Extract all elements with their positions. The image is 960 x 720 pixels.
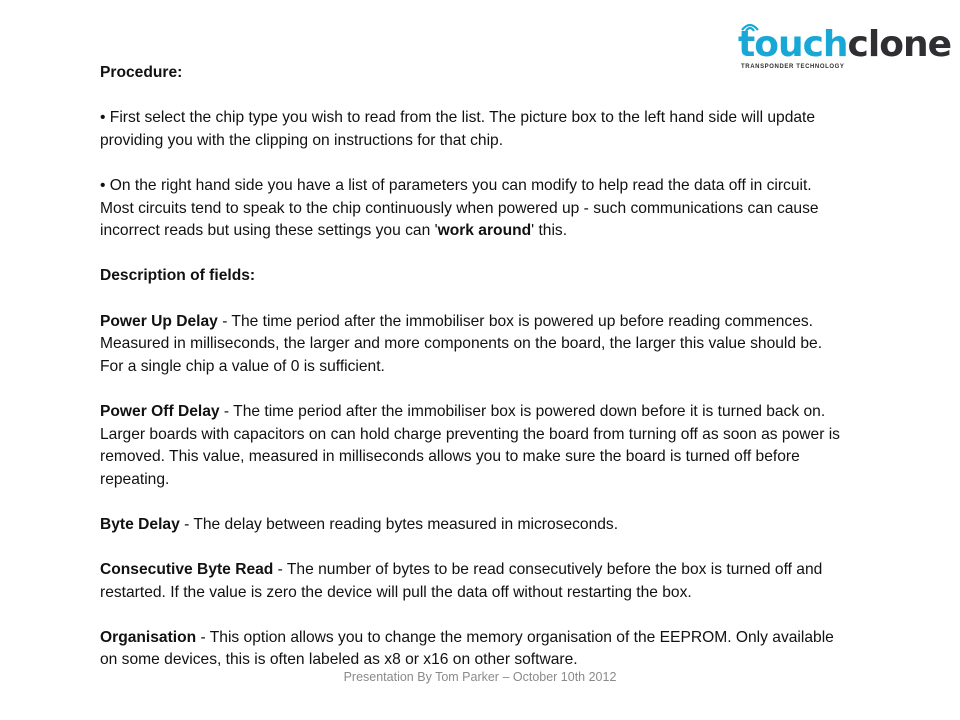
field-description: - The time period after the immobiliser box is powered down before it is turned back on. Larger boards with capacitors on can hold charge preventing the board from turning off as soon as power is removed. This value, measured in milliseconds allows you to make sure the board is turned off before repeating. bbox=[100, 402, 840, 488]
field-term: Power Up Delay bbox=[100, 312, 218, 330]
work-around-emphasis: work around bbox=[437, 222, 532, 240]
field-term: Byte Delay bbox=[100, 515, 180, 533]
procedure-bullet-2-before: On the right hand side you have a list of parameters you can modify to help read the data off in circuit. Most circuits tend to speak to the chip continuously when powered up - such communications can cause incorrect reads but using these settings you can ' bbox=[100, 176, 819, 240]
field-description: - This option allows you to change the memory organisation of the EEPROM. Only available on some devices, this is often labeled as x8 or x16 on other software. bbox=[100, 628, 834, 669]
field-description: - The time period after the immobiliser box is powered up before reading commences. Measured in milliseconds, the larger and more components on the board, the larger this value should be. For a single chip a value of 0 is sufficient. bbox=[100, 312, 823, 375]
field-term: Power Off Delay bbox=[100, 402, 220, 420]
fields-heading: Description of fields: bbox=[100, 267, 256, 285]
field-byte-delay bbox=[100, 514, 840, 537]
field-term: Organisation bbox=[100, 628, 197, 646]
field-organisation bbox=[100, 627, 840, 672]
logo-word-clone: clone bbox=[847, 24, 952, 65]
field-power-up-delay bbox=[100, 311, 840, 379]
slide-body bbox=[100, 62, 840, 672]
logo-wordmark bbox=[738, 26, 951, 64]
procedure-bullet-2: • On the right hand side you have a list of parameters you can modify to help read the data off in circuit. Most circuits tend to speak to the chip continuously when powered up - such communications can cause incorrect reads but using these settings you can 'work around' this. bbox=[100, 176, 819, 240]
procedure-bullet-1-text: First select the chip type you wish to read from the list. The picture box to the left hand side will update providing you with the clipping on instructions for that chip. bbox=[100, 109, 816, 149]
procedure-bullet-1: • First select the chip type you wish to read from the list. The picture box to the left hand side will update providing you with the clipping on instructions for that chip. bbox=[100, 109, 816, 149]
field-power-off-delay bbox=[100, 401, 840, 491]
presentation-footer: Presentation By Tom Parker – October 10th 2012 bbox=[343, 670, 617, 684]
procedure-bullet-2-after: ' this. bbox=[531, 222, 568, 240]
procedure-heading: Procedure: bbox=[100, 64, 183, 81]
field-description: - The number of bytes to be read consecutively before the box is turned off and restarted. If the value is zero the device will pull the data off without restarting the box. bbox=[100, 561, 823, 601]
field-consecutive-byte-read bbox=[100, 559, 840, 604]
field-term: Consecutive Byte Read bbox=[100, 561, 274, 579]
logo-tagline: TRANSPONDER TECHNOLOGY bbox=[741, 64, 845, 70]
logo-word-touch: touch bbox=[738, 24, 848, 65]
field-description: - The delay between reading bytes measured in microseconds. bbox=[179, 515, 619, 533]
